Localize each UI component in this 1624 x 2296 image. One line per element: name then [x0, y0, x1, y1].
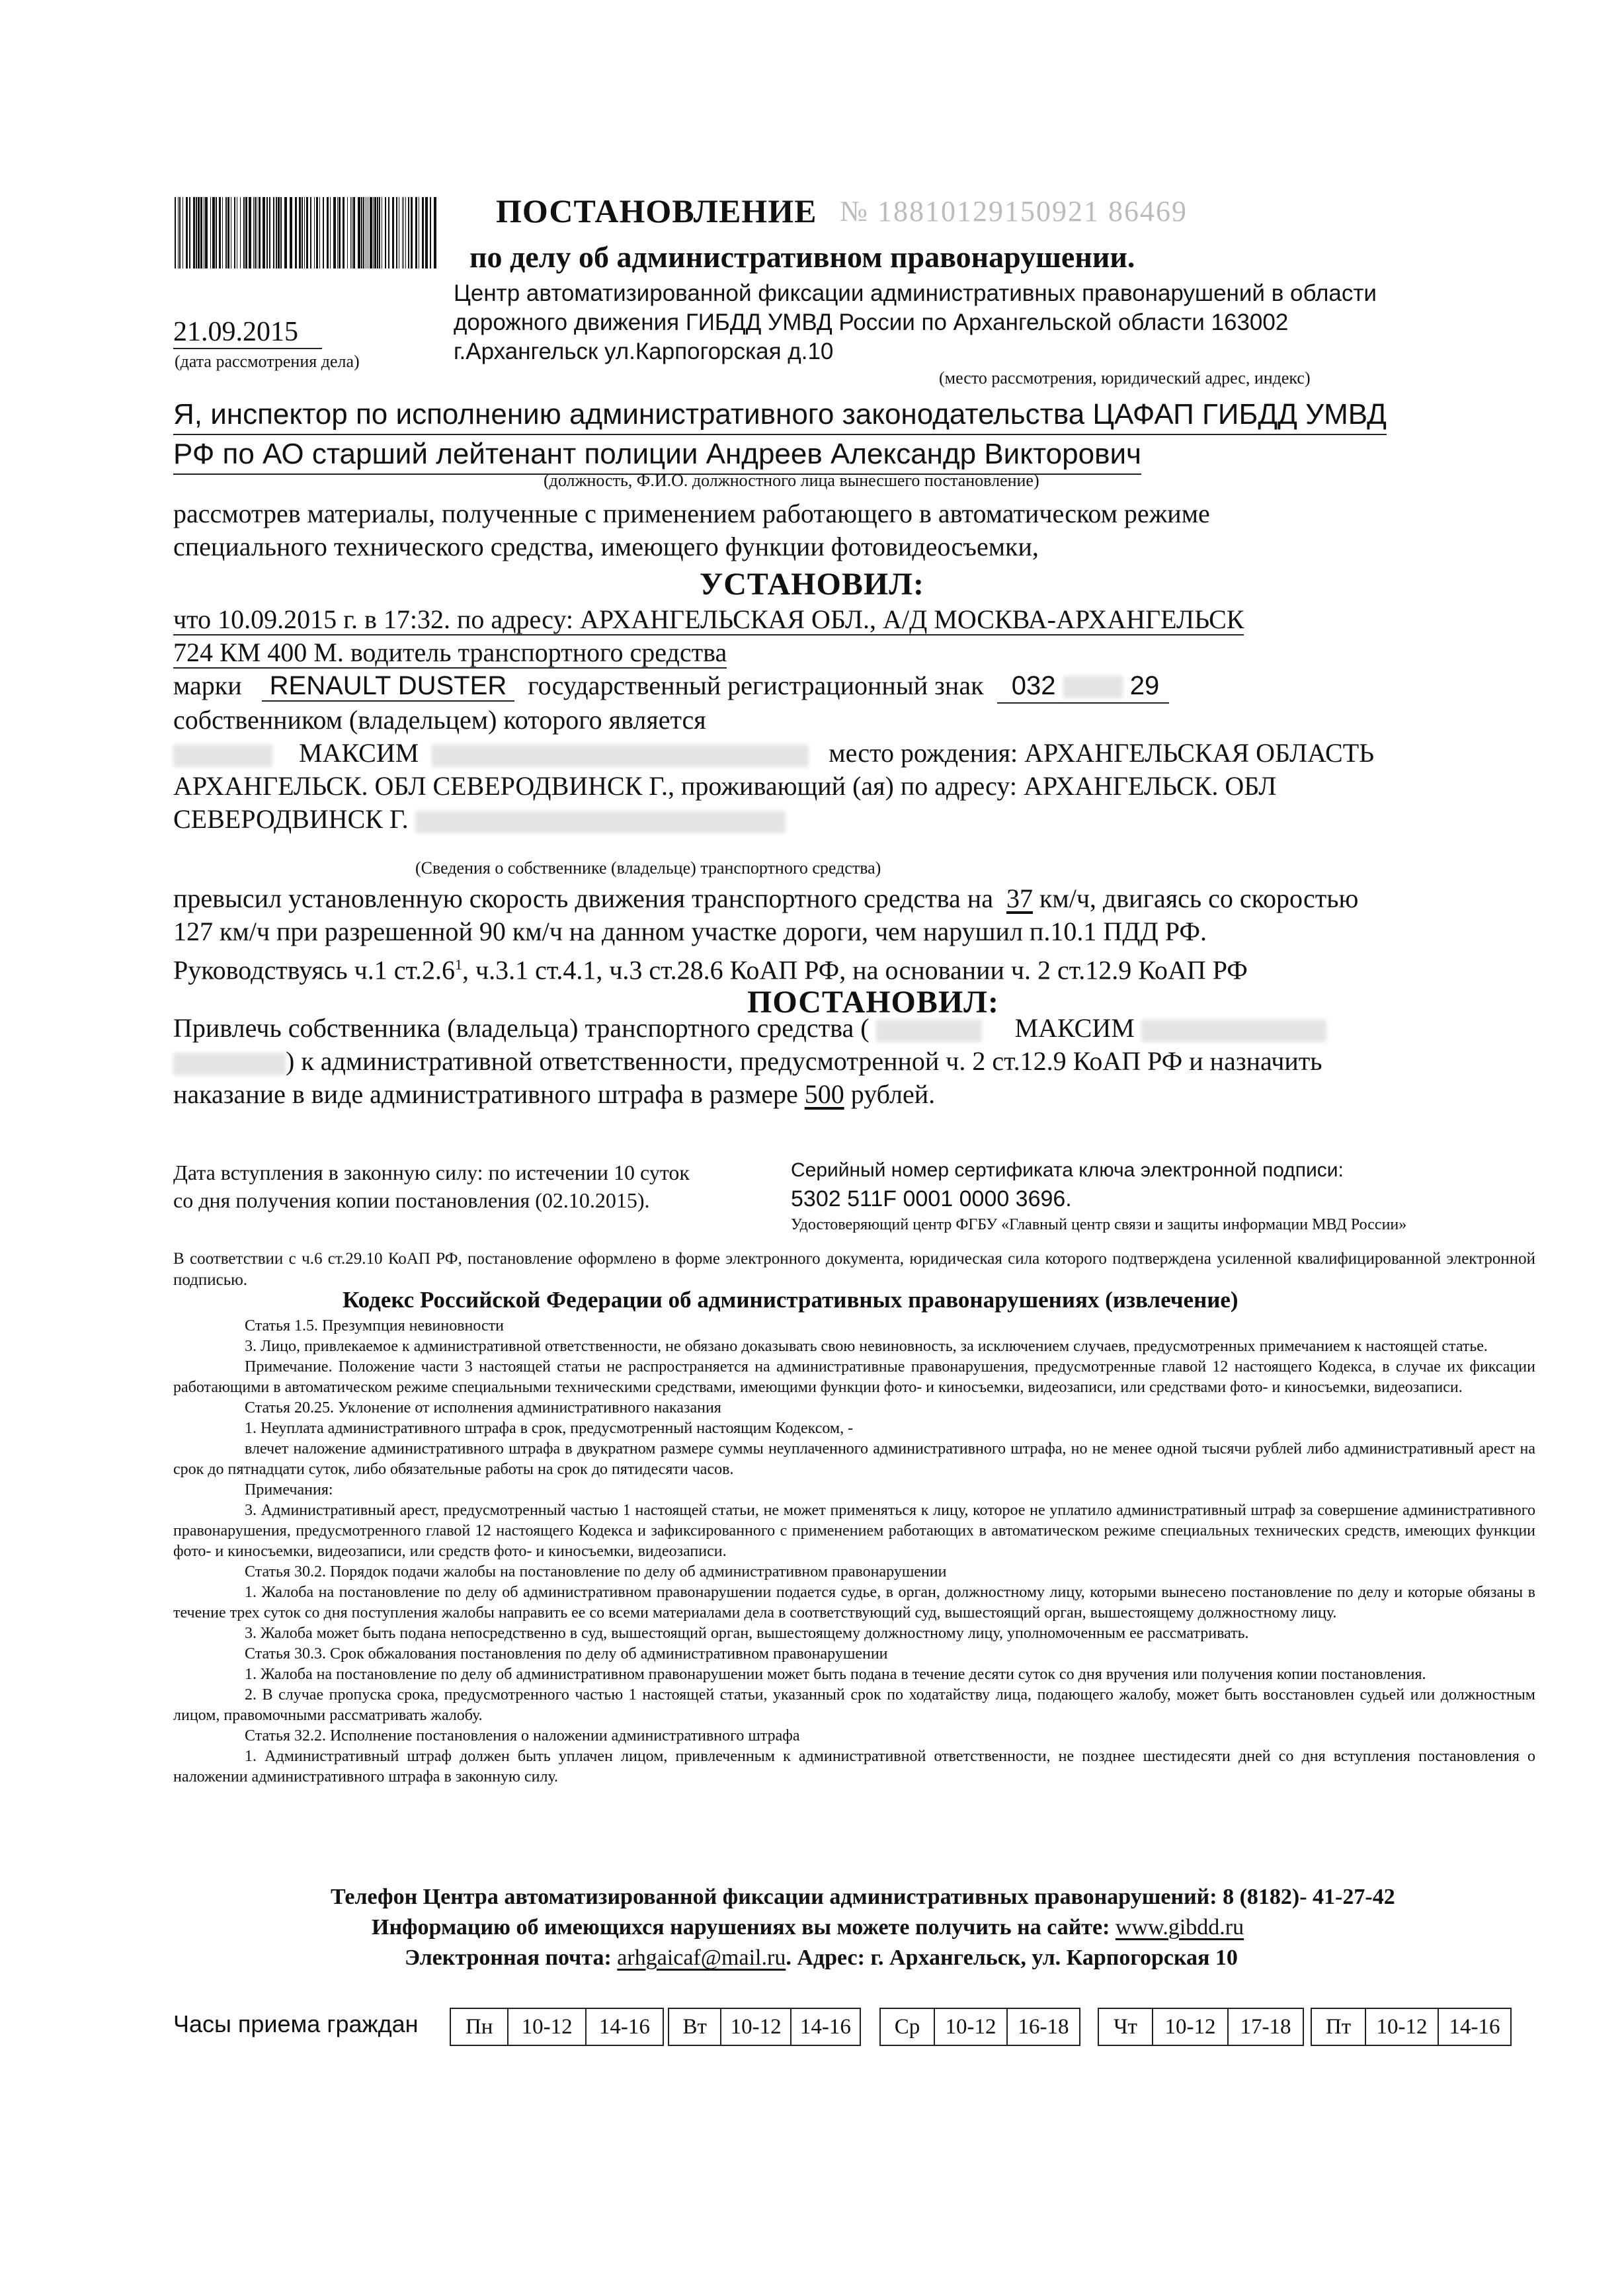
barcode-bar — [198, 197, 200, 268]
hours-label: Часы приема граждан — [173, 2010, 419, 2037]
vehicle-plate — [997, 669, 1169, 704]
barcode-bar — [337, 197, 338, 268]
hours-day: Пн — [465, 2014, 493, 2039]
barcode-bar — [363, 197, 364, 268]
law-paragraph: 1. Жалоба на постановление по делу об административном правонарушении может быть подана в течение десяти суток со дня вручения или получения копии постановления. — [245, 1666, 1426, 1683]
barcode-bar — [175, 197, 176, 268]
barcode-bar — [284, 197, 287, 268]
barcode-bar — [374, 197, 376, 268]
inspector-label: (должность, Ф.И.О. должностного лица вынесшего постановление) — [544, 471, 1039, 490]
barcode-bar — [350, 197, 351, 268]
barcode-bar — [370, 197, 372, 268]
certificate-block — [791, 1157, 1406, 1235]
court-line-1: Центр автоматизированной фиксации административных правонарушений в области — [454, 280, 1377, 306]
guided-line — [173, 948, 1535, 987]
hours-box-tue — [668, 2008, 861, 2046]
barcode-bar — [304, 197, 305, 268]
certificate-serial: 5302 511F 0001 0000 3696. — [791, 1186, 1072, 1211]
owner-line-3 — [173, 803, 1535, 836]
plate-redaction — [1063, 676, 1123, 698]
law-paragraph: Статья 30.3. Срок обжалования постановления по делу об административном правонарушении — [245, 1645, 888, 1662]
barcode-bar — [253, 197, 254, 268]
document-title: ПОСТАНОВЛЕНИЕ — [496, 192, 817, 229]
owner-line: собственником (владельцем) которого является — [173, 705, 706, 735]
barcode-bar — [273, 197, 274, 268]
barcode-bar — [402, 197, 403, 268]
hours-day: Ср — [894, 2014, 920, 2039]
owner-name: МАКСИМ — [299, 738, 419, 768]
barcode-bar — [278, 197, 280, 268]
inspector-block — [173, 395, 1443, 475]
barcode-bar — [189, 197, 190, 268]
certificate-label: Серийный номер сертификата ключа электронной подписи: — [791, 1159, 1344, 1181]
barcode-bar — [240, 197, 241, 268]
barcode-bar — [327, 197, 329, 268]
speed-line-1 — [173, 882, 1535, 915]
decided-patronymic-redaction — [1141, 1020, 1326, 1042]
vehicle-line — [173, 669, 1535, 704]
barcode-bar — [302, 197, 303, 268]
hours-slot-2: 17-18 — [1227, 2009, 1303, 2045]
law-paragraph: Примечание. Положение части 3 настоящей статьи не распространяется на административные правонарушения, предусмотренные главой 12 настоящего Кодекса, в случае их фиксации работающими в автоматическом режиме специальными техническими средствами, имеющими функции фото- и киносъемки, видеозаписи, или средствами фото- и киносъемки, видеозаписи. — [173, 1358, 1535, 1396]
hours-slot-1: 10-12 — [720, 2009, 790, 2045]
review-block — [173, 497, 1522, 563]
barcode-bar — [227, 197, 229, 268]
hours-slot-2: 16-18 — [1006, 2009, 1079, 2045]
decided-text-2: ) к административной ответственности, предусмотренной ч. 2 ст.12.9 КоАП РФ и назначить — [286, 1046, 1322, 1076]
law-paragraph: 1. Жалоба на постановление по делу об административном правонарушении подается судье, в орган, должностному лицу, которыми вынесено постановление по делу и которые обязаны в течение трех суток со дня поступления жалобы направить ее со всеми материалами дела в соответствующий суд, вышестоящий орган, вышестоящему должностному лицу. — [173, 1584, 1535, 1621]
barcode-bar — [347, 197, 348, 268]
owner-birthplace: место рождения: АРХАНГЕЛЬСКАЯ ОБЛАСТЬ — [829, 738, 1375, 768]
barcode-bar — [196, 197, 197, 268]
barcode-bar — [259, 197, 261, 268]
footer-site-text: Информацию об имеющихся нарушениях вы можете получить на сайте: — [372, 1915, 1110, 1940]
barcode-bar — [216, 197, 217, 268]
barcode-bar — [310, 197, 311, 268]
decided-text-3a: наказание в виде административного штрафа в размере — [173, 1079, 798, 1109]
law-paragraph: 2. В случае пропуска срока, предусмотренного частью 1 настоящей статьи, указанный срок по ходатайству лица, подающего жалобу, может быть восстановлен судьей или должностным лицом, правомочными рассматривать жалобу. — [173, 1686, 1535, 1724]
inspector-line-1: Я, инспектор по исполнению административного законодательства ЦАФАП ГИБДД УМВД — [173, 395, 1387, 435]
barcode-bar — [422, 197, 424, 268]
established-line-2: 724 КМ 400 М. водитель транспортного средства — [173, 637, 727, 667]
barcode-bar — [343, 197, 345, 268]
hours-slot-2: 14-16 — [585, 2009, 663, 2045]
barcode-bar — [434, 197, 436, 268]
hours-slot-1: 10-12 — [934, 2009, 1006, 2045]
established-line-1: что 10.09.2015 г. в 17:32. по адресу: АРХАНГЕЛЬСКАЯ ОБЛ., А/Д МОСКВА-АРХАНГЕЛЬСК — [173, 604, 1244, 634]
decided-heading: ПОСТАНОВИЛ: — [747, 985, 999, 1020]
barcode-bar — [403, 197, 404, 268]
footer-address: . Адрес: г. Архангельск, ул. Карпогорская 10 — [786, 1946, 1238, 1970]
barcode-image — [173, 197, 438, 268]
review-line-2: специального технического средства, имеющего функции фотовидеосъемки, — [173, 532, 1039, 561]
owner-line-2: АРХАНГЕЛЬСК. ОБЛ СЕВЕРОДВИНСК Г., проживающий (ая) по адресу: АРХАНГЕЛЬСК. ОБЛ — [173, 771, 1277, 801]
decided-surname-redaction — [876, 1020, 982, 1042]
decided-line-1 — [173, 1012, 1535, 1045]
barcode-bar — [295, 197, 297, 268]
decided-name: МАКСИМ — [1014, 1013, 1135, 1043]
barcode-bar — [333, 197, 336, 268]
barcode-bar — [314, 197, 315, 268]
case-date-label: (дата рассмотрения дела) — [175, 352, 360, 371]
court-line-2: дорожного движения ГИБДД УМВД России по Архангельской области 163002 — [454, 309, 1289, 335]
barcode-bar — [430, 197, 431, 268]
barcode-bar — [373, 197, 374, 268]
barcode-bar — [200, 197, 202, 268]
barcode-bar — [319, 197, 320, 268]
barcode-bar — [425, 197, 428, 268]
vehicle-brand: RENAULT DUSTER — [262, 671, 515, 702]
case-date: 21.09.2015 — [173, 316, 322, 349]
barcode-bar — [225, 197, 227, 268]
decided-block — [173, 1012, 1535, 1111]
decided-line2-redaction — [173, 1053, 286, 1075]
guided-text-a: Руководствуясь ч.1 ст.2.6 — [173, 955, 455, 985]
barcode-bar — [212, 197, 215, 268]
barcode-bar — [396, 197, 397, 268]
document-number-redacted: № 18810129150921 86469 — [840, 195, 1188, 227]
barcode-bar — [249, 197, 251, 268]
barcode-bar — [255, 197, 256, 268]
barcode-bar — [415, 197, 417, 268]
barcode-bar — [316, 197, 318, 268]
court-line-3: г.Архангельск ул.Карпогорская д.10 — [454, 339, 834, 364]
speed-over: 37 — [1006, 883, 1033, 913]
barcode-bar — [411, 197, 413, 268]
law-extract — [173, 1316, 1535, 1787]
decided-line-3 — [173, 1078, 1535, 1111]
barcode-bar — [234, 197, 235, 268]
speed-text-b: км/ч, двигаясь со скоростью — [1039, 883, 1359, 913]
barcode-bar — [330, 197, 331, 268]
barcode-bar — [205, 197, 208, 268]
barcode-bar — [210, 197, 211, 268]
barcode-bar — [323, 197, 324, 268]
barcode-bar — [243, 197, 245, 268]
law-paragraph: 1. Административный штраф должен быть уплачен лицом, привлеченным к административной ответственности, не позднее шестидесяти дней со дня вступления постановления о наложении административного штрафа в законную силу. — [173, 1748, 1535, 1785]
footer-site-link[interactable]: www.gibdd.ru — [1115, 1915, 1244, 1940]
barcode-bar — [280, 197, 282, 268]
guided-text-b: , ч.3.1 ст.4.1, ч.3 ст.28.6 КоАП РФ, на основании ч. 2 ст.12.9 КоАП РФ — [462, 955, 1248, 985]
inspector-line-2: РФ по АО старший лейтенант полиции Андреев Александр Викторович — [173, 435, 1141, 475]
barcode-bar — [290, 197, 292, 268]
hours-slot-2: 14-16 — [790, 2009, 860, 2045]
barcode-bar — [379, 197, 380, 268]
law-paragraph: Статья 1.5. Презумпция невиновности — [245, 1317, 504, 1334]
owner-patronymic-redaction — [432, 745, 809, 767]
barcode-bar — [178, 197, 179, 268]
speed-line-2: 127 км/ч при разрешенной 90 км/ч на данном участке дороги, чем нарушил п.10.1 ПДД РФ. — [173, 917, 1207, 946]
effective-line-1: Дата вступления в законную силу: по истечении 10 суток — [173, 1161, 690, 1184]
law-paragraph: 3. Административный арест, предусмотренный частью 1 настоящей статьи, не может применяться к лицу, которое не уплатило административный штраф за совершение административного правонарушения, предусмотренного главой 12 настоящего Кодекса и зафиксированного с применением работающих в автоматическом режиме специальных технических средств, имеющих функции фото- и киносъемки, видеозаписи, или средств фото- и киносъемки, видеозаписи. — [173, 1502, 1535, 1560]
guided-sup: 1 — [454, 956, 462, 973]
footer-email-link[interactable]: arhgaicaf@mail.ru — [617, 1946, 786, 1970]
review-line-1: рассмотрев материалы, полученные с применением работающего в автоматическом режиме — [173, 499, 1210, 528]
law-paragraph: Примечания: — [245, 1481, 333, 1498]
plate-right: 29 — [1129, 671, 1160, 700]
barcode-bar — [339, 197, 341, 268]
court-info — [454, 279, 1377, 366]
decided-line-2 — [173, 1045, 1535, 1078]
footer-contact-line — [405, 1946, 1238, 1971]
hours-box-fri — [1311, 2008, 1512, 2046]
law-paragraph: 1. Неуплата административного штрафа в срок, предусмотренный настоящим Кодексом, - — [245, 1420, 854, 1437]
plate-prefix: государственный регистрационный знак — [528, 671, 984, 700]
law-paragraph: 3. Лицо, привлекаемое к административной ответственности, не обязано доказывать свою невиновность, за исключением случаев, предусмотренных примечанием к настоящей статье. — [245, 1338, 1488, 1355]
barcode-bar — [392, 197, 394, 268]
owner-label: (Сведения о собственнике (владельце) транспортного средства) — [415, 858, 881, 878]
law-paragraph: влечет наложение административного штрафа в двукратном размере суммы неуплаченного административного штрафа, но не менее одной тысячи рублей либо административный арест на срок до пятнадцати суток, либо обязательные работы на срок до пятидесяти часов. — [173, 1440, 1535, 1478]
effective-line-2: со дня получения копии постановления (02.10.2015). — [173, 1188, 650, 1212]
plate-left: 032 — [1011, 671, 1056, 700]
barcode-bar — [186, 197, 188, 268]
barcode-bar — [361, 197, 362, 268]
law-paragraph: 3. Жалоба может быть подана непосредственно в суд, вышестоящий орган, вышестоящему должностному лицу, уполномоченным ее рассматривать. — [245, 1625, 1249, 1642]
barcode-bar — [263, 197, 265, 268]
barcode-bar — [222, 197, 223, 268]
hours-box-wed — [879, 2008, 1080, 2046]
document-subtitle: по делу об административном правонарушении. — [469, 240, 1135, 274]
barcode-bar — [245, 197, 247, 268]
barcode-bar — [179, 197, 181, 268]
barcode-bar — [299, 197, 301, 268]
hours-slot-1: 10-12 — [1365, 2009, 1438, 2045]
hours-day: Вт — [682, 2014, 707, 2039]
hours-slot-1: 10-12 — [507, 2009, 585, 2045]
owner-name-line — [173, 737, 1535, 770]
hours-day: Пт — [1325, 2014, 1352, 2039]
place-label: (место рассмотрения, юридический адрес, индекс) — [939, 368, 1311, 388]
barcode-bar — [219, 197, 221, 268]
hours-box-thu — [1098, 2008, 1304, 2046]
footer-email-label: Электронная почта: — [405, 1946, 612, 1970]
effective-block — [173, 1159, 690, 1214]
barcode-bar — [266, 197, 268, 268]
hours-slot-1: 10-12 — [1152, 2009, 1227, 2045]
barcode-bar — [385, 197, 386, 268]
speed-text-a: превысил установленную скорость движения транспортного средства на — [173, 883, 993, 913]
hours-box-mon — [450, 2008, 664, 2046]
barcode-bar — [353, 197, 355, 268]
barcode-bar — [276, 197, 277, 268]
barcode-bar — [377, 197, 378, 268]
barcode-bar — [405, 197, 406, 268]
hours-day: Чт — [1114, 2014, 1137, 2039]
barcode-bar — [388, 197, 389, 268]
established-block — [173, 603, 1535, 836]
certificate-center: Удостоверяющий центр ФГБУ «Главный центр связи и защиты информации МВД России» — [791, 1216, 1407, 1233]
barcode-bar — [408, 197, 409, 268]
fine-amount: 500 — [804, 1079, 844, 1109]
footer-phone: Телефон Центра автоматизированной фиксации административных правонарушений: 8 (8182)- 41-27-42 — [331, 1885, 1395, 1909]
speed-block — [173, 882, 1535, 987]
brand-prefix: марки — [173, 671, 242, 700]
law-title: Кодекс Российской Федерации об административных правонарушениях (извлечение) — [343, 1287, 1238, 1313]
electronic-note: В соответствии с ч.6 ст.29.10 КоАП РФ, постановление оформлено в форме электронного документа, юридическая сила которого подтверждена усиленной квалифицированной электронной подписью. — [173, 1250, 1535, 1289]
law-paragraph: Статья 20.25. Уклонение от исполнения административного наказания — [245, 1399, 721, 1416]
owner-city: СЕВЕРОДВИНСК Г. — [173, 804, 409, 834]
law-paragraph: Статья 32.2. Исполнение постановления о наложении административного штрафа — [245, 1727, 800, 1744]
barcode-bar — [306, 197, 308, 268]
decided-text-a: Привлечь собственника (владельца) транспортного средства ( — [173, 1013, 870, 1043]
law-paragraph: Статья 30.2. Порядок подачи жалобы на постановление по делу об административном правонарушении — [245, 1563, 947, 1580]
established-heading: УСТАНОВИЛ: — [700, 567, 924, 602]
footer-site-line — [372, 1915, 1244, 1940]
barcode-bar — [193, 197, 195, 268]
owner-address-redaction — [415, 811, 786, 833]
barcode-bar — [269, 197, 270, 268]
barcode-bar — [358, 197, 360, 268]
decided-text-3b: рублей. — [850, 1079, 936, 1109]
owner-surname-redaction — [173, 745, 272, 767]
hours-slot-2: 14-16 — [1438, 2009, 1510, 2045]
